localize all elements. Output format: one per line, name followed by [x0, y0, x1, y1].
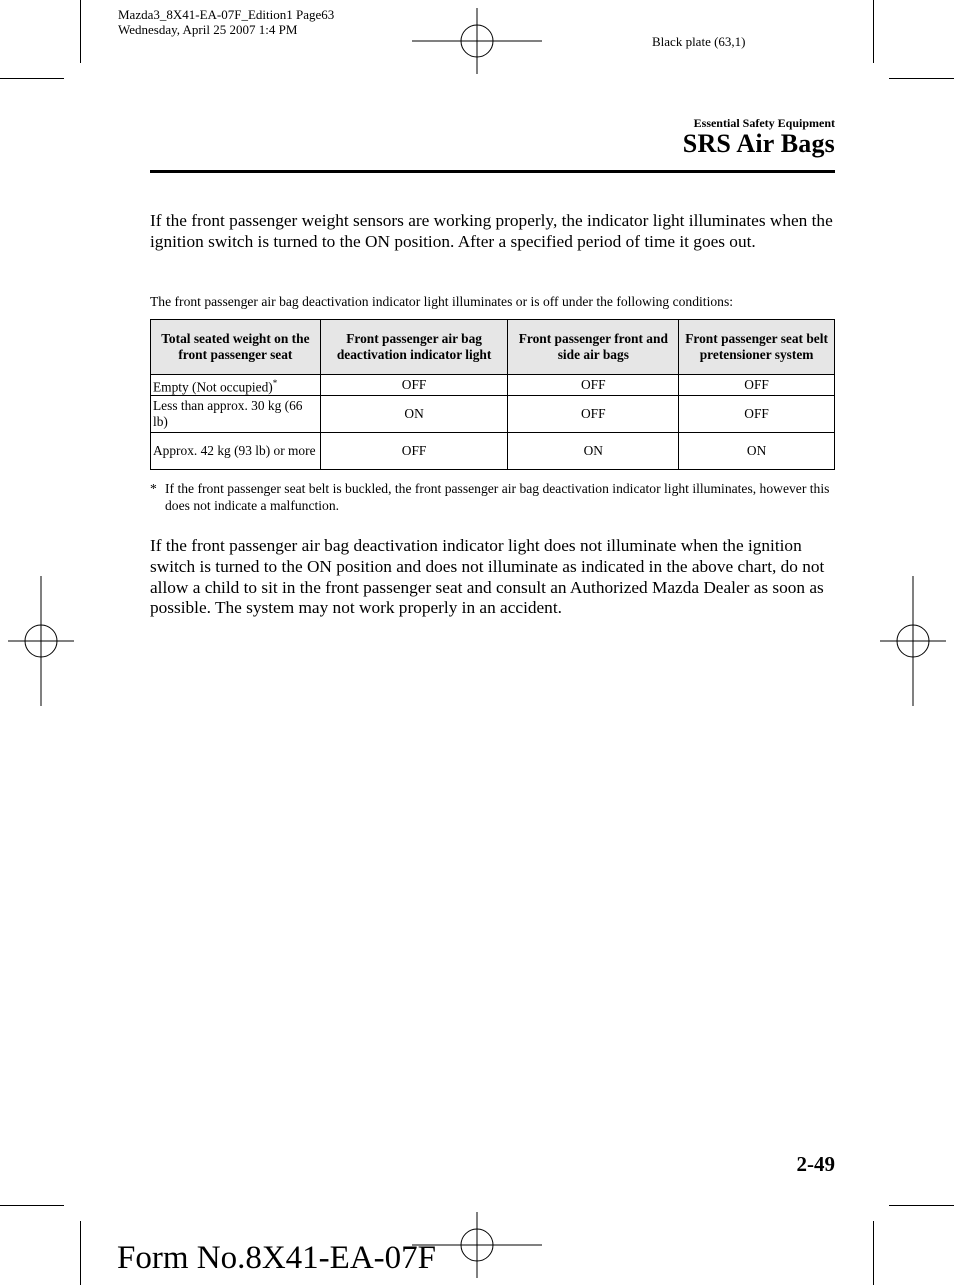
print-info: [118, 7, 334, 37]
section-label: Essential Safety Equipment: [693, 116, 835, 130]
page-number: 2-49: [796, 1152, 835, 1176]
cell-air-bags: ON: [508, 433, 679, 470]
footnote-mark: *: [272, 378, 278, 388]
registration-mark-top: [412, 8, 542, 74]
header-pretensioner: Front passenger seat belt pretensioner system: [679, 320, 835, 375]
cell-pretensioner: OFF: [679, 396, 835, 433]
plate-label: Black plate (63,1): [652, 34, 746, 49]
header-seated-weight: Total seated weight on the front passenger seat: [151, 320, 321, 375]
registration-mark-right: [880, 576, 946, 706]
crop-mark: [873, 0, 874, 63]
page-title: SRS Air Bags: [682, 129, 835, 158]
footnote-asterisk: *: [150, 481, 157, 496]
crop-mark: [80, 1221, 81, 1285]
cell-indicator: ON: [320, 396, 508, 433]
table-row: [151, 396, 835, 433]
warning-paragraph: If the front passenger air bag deactivation indicator light does not illuminate when the ignition switch is turned to the ON position and does not illuminate as indicated in the above chart, do not allow a child to sit in the front passenger seat and consult an Authorized Mazda Dealer as soon as possible. The system may not work properly in an accident.: [150, 536, 825, 618]
crop-mark: [889, 1205, 954, 1206]
title-rule: [150, 170, 835, 173]
cell-indicator: OFF: [320, 375, 508, 396]
registration-mark-left: [8, 576, 74, 706]
intro-paragraph: If the front passenger weight sensors are working properly, the indicator light illuminates when the ignition switch is turned to the ON position. After a specified period of time it goes out.: [150, 211, 833, 251]
crop-mark: [0, 78, 64, 79]
cell-pretensioner: OFF: [679, 375, 835, 396]
header-air-bags: Front passenger front and side air bags: [508, 320, 679, 375]
cell-weight: Approx. 42 kg (93 lb) or more: [151, 433, 321, 470]
cell-weight: [151, 375, 321, 396]
print-info-file: Mazda3_8X41-EA-07F_Edition1 Page63: [118, 7, 335, 22]
print-info-date: Wednesday, April 25 2007 1:4 PM: [118, 22, 298, 37]
conditions-table: [150, 319, 835, 470]
cell-air-bags: OFF: [508, 375, 679, 396]
cell-indicator: OFF: [320, 433, 508, 470]
table-row: [151, 375, 835, 396]
conditions-intro: The front passenger air bag deactivation indicator light illuminates or is off under the following conditions:: [150, 294, 734, 309]
cell-air-bags: OFF: [508, 396, 679, 433]
footnote-text: If the front passenger seat belt is buckled, the front passenger air bag deactivation indicator light illuminates, however this does not indicate a malfunction.: [165, 481, 830, 513]
crop-mark: [80, 0, 81, 63]
cell-weight: Less than approx. 30 kg (66 lb): [151, 396, 321, 433]
cell-weight-text: Empty (Not occupied): [153, 379, 273, 395]
table-header-row: [151, 320, 835, 375]
crop-mark: [889, 78, 954, 79]
header-indicator-light: Front passenger air bag deactivation indicator light: [320, 320, 508, 375]
cell-pretensioner: ON: [679, 433, 835, 470]
crop-mark: [873, 1221, 874, 1285]
crop-mark: [0, 1205, 64, 1206]
table-row: [151, 433, 835, 470]
form-number: Form No.8X41-EA-07F: [117, 1240, 436, 1276]
